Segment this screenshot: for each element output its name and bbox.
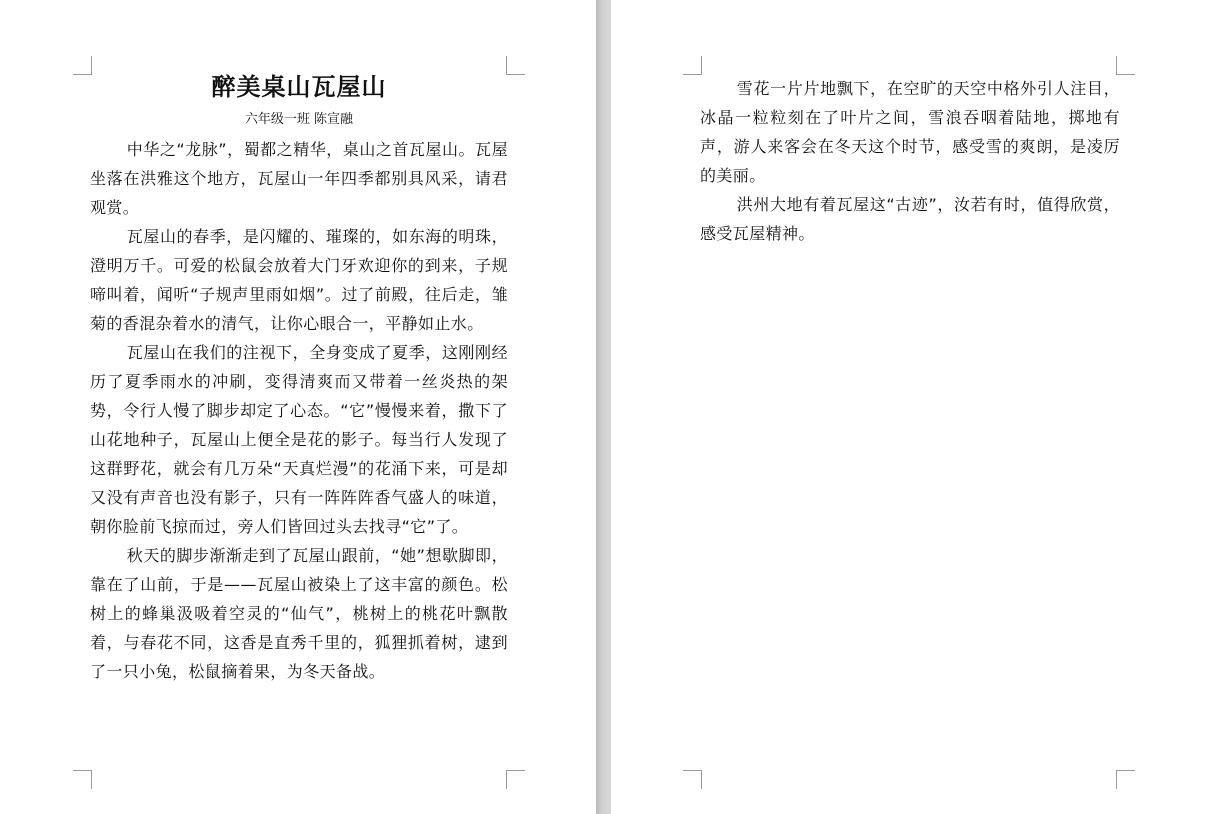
document-page-left	[0, 0, 596, 814]
paragraph[interactable]: 瓦屋山在我们的注视下，全身变成了夏季，这刚刚经历了夏季雨水的冲刷，变得清爽而又带着一丝炎热的架势，令行人慢了脚步却定了心态。“它”慢慢来着，撒下了山花地种子，瓦屋山上便全是花的影子。每当行人发现了这群野花，就会有几万朵“天真烂漫”的花涌下来，可是却又没有声音也没有影子，只有一阵阵阵香气盛人的味道，朝你脸前飞掠而过，旁人们皆回过头去找寻“它”了。	[90, 343, 508, 536]
page-text-area[interactable]	[700, 74, 1120, 248]
crop-mark-top-left	[683, 56, 702, 75]
paragraph[interactable]: 雪花一片片地飘下，在空旷的天空中格外引人注目，冰晶一粒粒刻在了叶片之间，雪浪吞咽着陆地，掷地有声，游人来客会在冬天这个时节，感受雪的爽朗，是凌厉的美丽。	[700, 79, 1120, 185]
crop-mark-bottom-left	[73, 770, 92, 789]
paragraph[interactable]: 中华之“龙脉”，蜀都之精华，桌山之首瓦屋山。瓦屋坐落在洪雅这个地方，瓦屋山一年四季都别具风采，请君观赏。	[90, 140, 508, 217]
crop-mark-top-right	[1116, 56, 1135, 75]
crop-mark-bottom-left	[683, 770, 702, 789]
crop-mark-bottom-right	[1116, 770, 1135, 789]
document-title[interactable]: 醉美桌山瓦屋山	[211, 72, 387, 101]
crop-mark-top-right	[506, 56, 525, 75]
crop-mark-bottom-right	[506, 770, 525, 789]
paragraph[interactable]: 瓦屋山的春季，是闪耀的、璀璨的，如东海的明珠，澄明万千。可爱的松鼠会放着大门牙欢迎你的到来，子规啼叫着，闻听“子规声里雨如烟”。过了前殿，往后走，雏菊的香混杂着水的清气，让你心眼合一，平静如止水。	[90, 227, 508, 333]
author-byline[interactable]: 六年级一班 陈宣融	[244, 112, 354, 127]
page-gutter	[596, 0, 611, 814]
paragraph[interactable]: 秋天的脚步渐渐走到了瓦屋山跟前，“她”想歇脚即，靠在了山前，于是——瓦屋山被染上了这丰富的颜色。松树上的蜂巢汲吸着空灵的“仙气”，桃树上的桃花叶飘散着，与春花不同，这香是直秀千里的，狐狸抓着树，逮到了一只小兔，松鼠摘着果，为冬天备战。	[90, 546, 508, 681]
paragraph[interactable]: 洪州大地有着瓦屋这“古迹”，汝若有时，值得欣赏，感受瓦屋精神。	[700, 195, 1120, 243]
page-text-area[interactable]	[90, 66, 508, 686]
document-page-right	[611, 0, 1205, 814]
